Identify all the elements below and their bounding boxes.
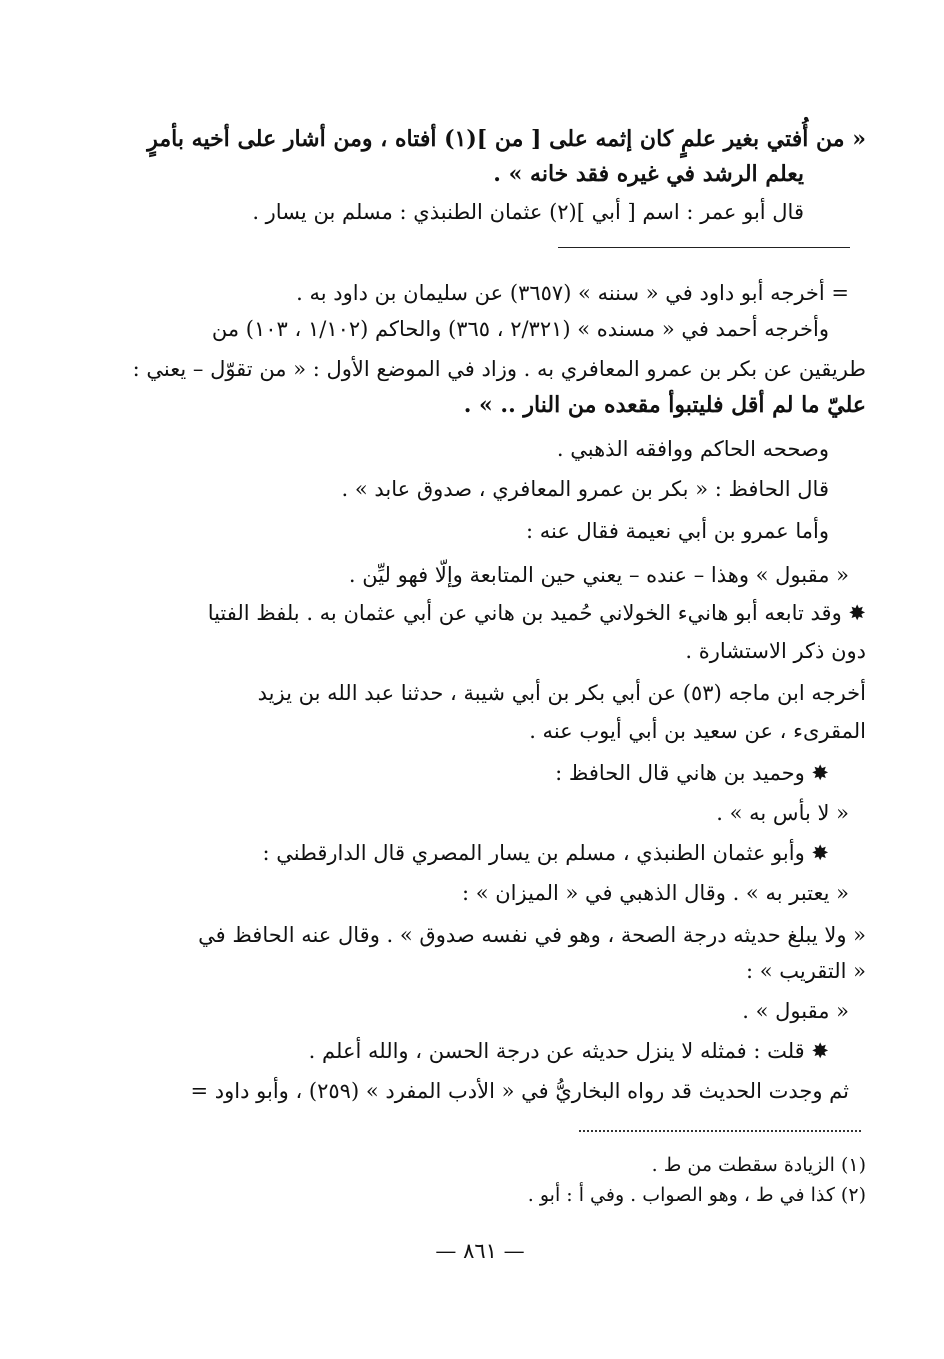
commentary-line: « ولا يبلغ حديثه درجة الصحة ، وهو في نفسه صدوق » . وقال عنه الحافظ في <box>198 923 866 947</box>
commentary-line: وأخرجه أحمد في « مسنده » (٢/٣٢١ ، ٣٦٥) والحاكم (١/١٠٢ ، ١٠٣) من <box>211 317 829 341</box>
footnote-separator <box>579 1130 861 1132</box>
page-number: — ٨٦١ — <box>435 1239 525 1263</box>
commentary-line: ✸ وحميد بن هاني قال الحافظ : <box>555 761 829 785</box>
commentary-line: « مقبول » وهذا – عنده – يعني حين المتابعة وإلّا فهو ليِّن . <box>348 563 849 587</box>
commentary-line: « التقريب » : <box>745 959 866 983</box>
hadith-line-2: يعلم الرشد في غيره فقد خانه » . <box>493 161 804 187</box>
footnote-1: (١) الزيادة سقطت من ط . <box>651 1154 866 1176</box>
separator-rule <box>558 247 850 248</box>
hadith-line-1: « من أُفتي بغير علمٍ كان إثمه على [ من ](١) أفتاه ، ومن أشار على أخيه بأمرٍ <box>147 126 866 152</box>
commentary-line: وصححه الحاكم ووافقه الذهبي . <box>556 437 829 461</box>
note-line: قال أبو عمر : اسم [ أبي ](٢) عثمان الطنبذي : مسلم بن يسار . <box>252 200 804 224</box>
commentary-line: أخرجه ابن ماجه (٥٣) عن أبي بكر بن أبي شيبة ، حدثنا عبد الله بن يزيد <box>257 681 866 705</box>
commentary-line: طريقين عن بكر بن عمرو المعافري به . وزاد في الموضع الأول : « من تقوّل – يعني : <box>132 357 866 381</box>
commentary-line: قال الحافظ : « بكر بن عمرو المعافري ، صدوق عابد » . <box>341 477 829 501</box>
footnote-2: (٢) كذا في ط ، وهو الصواب . وفي أ : أبو . <box>527 1184 866 1206</box>
commentary-line: = أخرجه أبو داود في « سننه » (٣٦٥٧) عن سليمان بن داود به . <box>296 281 849 305</box>
commentary-line: ✸ وأبو عثمان الطنبذي ، مسلم بن يسار المصري قال الدارقطني : <box>262 841 829 865</box>
commentary-line: ✸ قلت : فمثله لا ينزل حديثه عن درجة الحسن ، والله أعلم . <box>308 1039 829 1063</box>
commentary-line: « مقبول » . <box>742 999 849 1023</box>
commentary-line: « يعتبر به » . وقال الذهبي في « الميزان » : <box>461 881 849 905</box>
commentary-line: دون ذكر الاستشارة . <box>685 639 866 663</box>
commentary-line: المقرىء ، عن سعيد بن أبي أيوب عنه . <box>529 719 866 743</box>
commentary-line: ثم وجدت الحديث قد رواه البخاريُّ في « الأدب المفرد » (٢٥٩) ، وأبو داود = <box>190 1079 849 1103</box>
commentary-line: ✸ وقد تابعه أبو هانيء الخولاني حُميد بن هاني عن أبي عثمان به . بلفظ الفتيا <box>207 601 866 625</box>
commentary-line: وأما عمرو بن أبي نعيمة فقال عنه : <box>526 519 829 543</box>
commentary-line: عليّ ما لم أقل فليتبوأ مقعده من النار .. » . <box>463 392 866 418</box>
commentary-line: « لا بأس به » . <box>716 801 849 825</box>
